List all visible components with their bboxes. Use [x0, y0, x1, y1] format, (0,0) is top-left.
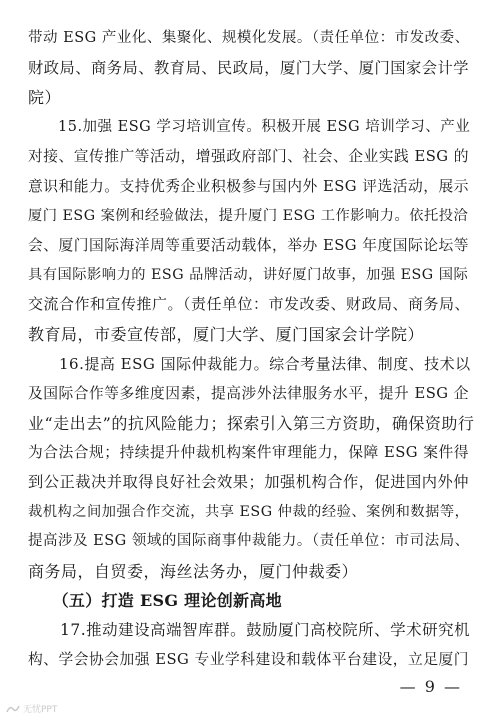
text-line: 到公正裁决并取得良好社会效果；加强机构合作，促进国内外仲: [28, 472, 469, 491]
text-line: 构、学会协会加强 ESG 专业学科建设和载体平台建设，立足厦门: [28, 651, 470, 669]
page-number: — 9 —: [399, 677, 462, 696]
text-line: 裁机构之间加强合作交流，共享 ESG 仲裁的经验、案例和数据等，: [28, 503, 470, 520]
section-heading: （五）打造 ESG 理论创新高地: [28, 591, 282, 611]
text-line: 15.加强 ESG 学习培训宣传。积极开展 ESG 培训学习、产业: [28, 118, 471, 135]
text-line: 对接、宣传推广等活动，增强政府部门、社会、企业实践 ESG 的: [28, 148, 470, 166]
text-line: 交流合作和宣传推广。（责任单位：市发改委、财政局、商务局、: [28, 295, 471, 314]
text-line: 财政局、商务局、教育局、民政局，厦门大学、厦门国家会计学: [28, 58, 469, 77]
text-line: 会、厦门国际海洋周等重要活动载体，举办 ESG 年度国际论坛等: [28, 237, 470, 255]
text-line: 意识和能力。支持优秀企业积极参与国内外 ESG 评选活动，展示: [28, 177, 470, 195]
body-text: [28, 24, 474, 675]
text-line: 提高涉及 ESG 领域的国际商事仲裁能力。（责任单位：市司法局、: [28, 533, 470, 550]
text-line: 业“走出去”的抗风险能力；探索引入第三方资助，确保资助行: [28, 413, 475, 433]
text-line: 商务局，自贸委，海丝法务办，厦门仲裁委）: [28, 561, 359, 581]
watermark: [6, 702, 57, 715]
text-line: 16.提高 ESG 国际仲裁能力。综合考量法律、制度、技术以: [28, 354, 471, 373]
text-line: 为合法合规；持续提升仲裁机构案件审理能力，保障 ESG 案件得: [28, 444, 470, 462]
text-line: 教育局，市委宣传部，厦门大学、厦门国家会计学院）: [28, 324, 425, 344]
watermark-logo-icon: [6, 704, 20, 714]
text-line: 带动 ESG 产业化、集聚化、规模化发展。（责任单位：市发改委、: [28, 30, 470, 46]
text-line: 厦门 ESG 案例和经验做法，提升厦门 ESG 工作影响力。依托投洽: [28, 207, 469, 224]
text-line: 院）: [28, 88, 62, 108]
text-line: 17.推动建设高端智库群。鼓励厦门高校院所、学术研究机: [28, 620, 471, 639]
text-line: 及国际合作等多维度因素，提高涉外法律服务水平，提升 ESG 企: [28, 385, 470, 403]
watermark-text: 无忧PPT: [23, 705, 58, 715]
text-line: 具有国际影响力的 ESG 品牌活动，讲好厦门故事，加强 ESG 国际: [28, 266, 469, 283]
